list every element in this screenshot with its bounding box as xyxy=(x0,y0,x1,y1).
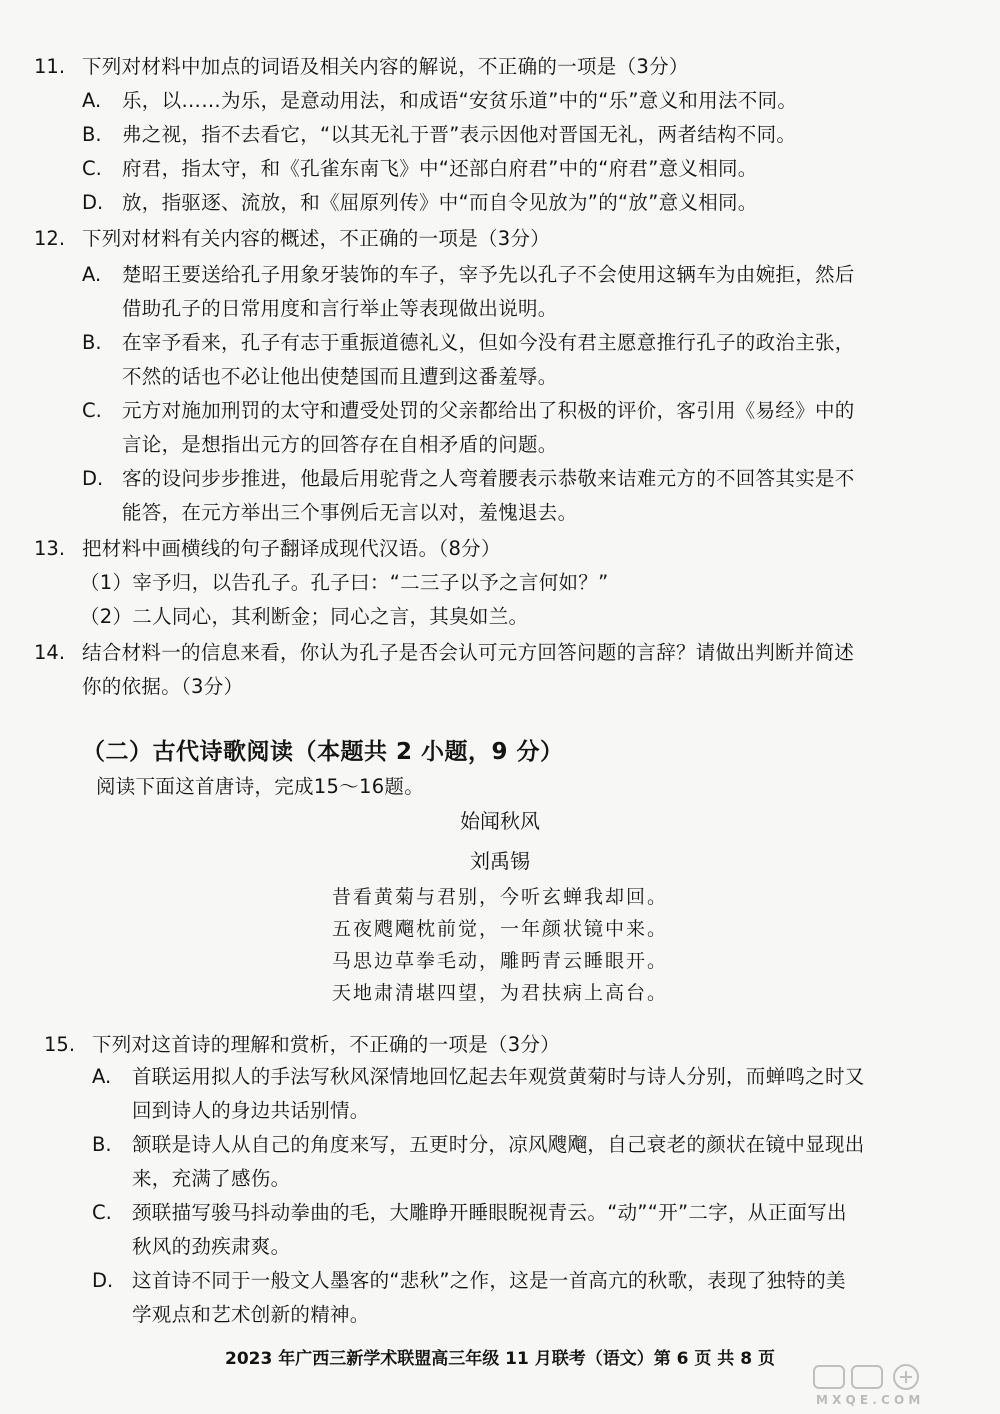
q11-option-a-label: A. xyxy=(82,89,102,112)
poem-line-1: 昔看黄菊与君别，今听玄蝉我却回。 xyxy=(331,886,668,908)
q12-option-d-line-1: 客的设问步步推进，他最后用驼背之人弯着腰表示恭敬来诘难元方的不回答其实是不 xyxy=(122,467,855,490)
q15-option-c-label: C. xyxy=(92,1201,112,1224)
question-12-stem: 下列对材料有关内容的概述，不正确的一项是（3分） xyxy=(82,227,551,250)
question-13-stem: 把材料中画横线的句子翻译成现代汉语。（8分） xyxy=(82,537,501,560)
poem-line-4: 天地肃清堪四望，为君扶病上高台。 xyxy=(331,982,668,1004)
q11-option-d-text: 放，指驱逐、流放，和《屈原列传》中“而自令见放为”的“放”意义相同。 xyxy=(122,191,758,214)
poem-line-3: 马思边草拳毛动，雕眄青云睡眼开。 xyxy=(331,950,668,972)
q15-option-a-line-1: 首联运用拟人的手法写秋风深情地回忆起去年观赏黄菊时与诗人分别，而蝉鸣之时又 xyxy=(132,1065,865,1088)
q12-option-b-line-1: 在宰予看来，孔子有志于重振道德礼义，但如今没有君主愿意推行孔子的政治主张， xyxy=(122,331,855,354)
q11-option-c-label: C. xyxy=(82,157,102,180)
poem-title: 始闻秋风 xyxy=(460,809,540,833)
q12-option-d-line-2: 能答，在元方举出三个事例后无言以对，羞愧退去。 xyxy=(122,501,578,524)
q15-option-d-line-2: 学观点和艺术创新的精神。 xyxy=(132,1303,370,1326)
section-2-title: （二）古代诗歌阅读（本题共 2 小题，9 分） xyxy=(82,739,564,765)
q11-option-b-label: B. xyxy=(82,123,102,146)
q15-option-d-label: D. xyxy=(92,1269,114,1292)
question-11-number: 11. xyxy=(34,55,66,78)
q15-option-b-line-2: 来，充满了感伤。 xyxy=(132,1167,291,1190)
q12-option-c-line-1: 元方对施加刑罚的太守和遭受处罚的父亲都给出了积极的评价，客引用《易经》中的 xyxy=(122,399,855,422)
q12-option-d-label: D. xyxy=(82,467,104,490)
q15-option-a-line-2: 回到诗人的身边共话别情。 xyxy=(132,1099,370,1122)
section-2-instruction: 阅读下面这首唐诗，完成15～16题。 xyxy=(96,775,425,798)
q12-option-a-line-2: 借助孔子的日常用度和言行举止等表现做出说明。 xyxy=(122,297,558,320)
q12-option-b-line-2: 不然的话也不必让他出使楚国而且遭到这番羞辱。 xyxy=(122,365,558,388)
q11-option-a-text: 乐，以……为乐，是意动用法，和成语“安贫乐道”中的“乐”意义和用法不同。 xyxy=(122,89,798,112)
q15-option-c-line-2: 秋风的劲疾肃爽。 xyxy=(132,1235,291,1258)
q12-option-a-label: A. xyxy=(82,263,102,286)
poem-author: 刘禹锡 xyxy=(470,849,530,873)
watermark-logo xyxy=(808,1362,978,1408)
q13-item-1: （1）宰予归，以告孔子。孔子曰：“二三子以予之言何如？” xyxy=(80,571,609,594)
question-13-number: 13. xyxy=(34,537,66,560)
q15-option-c-line-1: 颈联描写骏马抖动拳曲的毛，大雕睁开睡眼睨视青云。“动”“开”二字，从正面写出 xyxy=(132,1201,847,1224)
q11-option-d-label: D. xyxy=(82,191,104,214)
poem-line-2: 五夜飕飗枕前觉，一年颜状镜中来。 xyxy=(331,918,668,940)
question-11-stem: 下列对材料中加点的词语及相关内容的解说，不正确的一项是（3分） xyxy=(82,55,689,78)
q15-option-b-line-1: 颔联是诗人从自己的角度来写，五更时分，凉风飕飗，自己衰老的颜状在镜中显现出 xyxy=(132,1133,865,1156)
q12-option-b-label: B. xyxy=(82,331,102,354)
q11-option-c-text: 府君，指太守，和《孔雀东南飞》中“还部白府君”中的“府君”意义相同。 xyxy=(122,157,758,180)
question-14-line-2: 你的依据。（3分） xyxy=(82,675,244,698)
q15-option-a-label: A. xyxy=(92,1065,112,1088)
question-15-number: 15. xyxy=(44,1033,76,1056)
svg-text:M X Q E . C O M: M X Q E . C O M xyxy=(816,1393,921,1407)
q12-option-c-line-2: 言论，是想指出元方的回答存在自相矛盾的问题。 xyxy=(122,433,558,456)
q13-item-2: （2）二人同心，其利断金；同心之言，其臭如兰。 xyxy=(80,605,529,628)
q15-option-b-label: B. xyxy=(92,1133,112,1156)
q12-option-c-label: C. xyxy=(82,399,102,422)
q15-option-d-line-1: 这首诗不同于一般文人墨客的“悲秋”之作，这是一首高亢的秋歌，表现了独特的美 xyxy=(132,1269,846,1292)
page-footer: 2023 年广西三新学术联盟高三年级 11 月联考（语文）第 6 页 共 8 页 xyxy=(225,1349,775,1369)
q11-option-b-text: 弗之视，指不去看它，“以其无礼于晋”表示因他对晋国无礼，两者结构不同。 xyxy=(122,123,797,146)
question-14-line-1: 结合材料一的信息来看，你认为孔子是否会认可元方回答问题的言辞？请做出判断并简述 xyxy=(82,641,855,664)
question-14-number: 14. xyxy=(34,641,66,664)
question-15-stem: 下列对这首诗的理解和赏析，不正确的一项是（3分） xyxy=(92,1033,561,1056)
watermark-logo-graphic xyxy=(808,1362,978,1408)
question-12-number: 12. xyxy=(34,227,66,250)
q12-option-a-line-1: 楚昭王要送给孔子用象牙装饰的车子，宰予先以孔子不会使用这辆车为由婉拒，然后 xyxy=(122,263,855,286)
